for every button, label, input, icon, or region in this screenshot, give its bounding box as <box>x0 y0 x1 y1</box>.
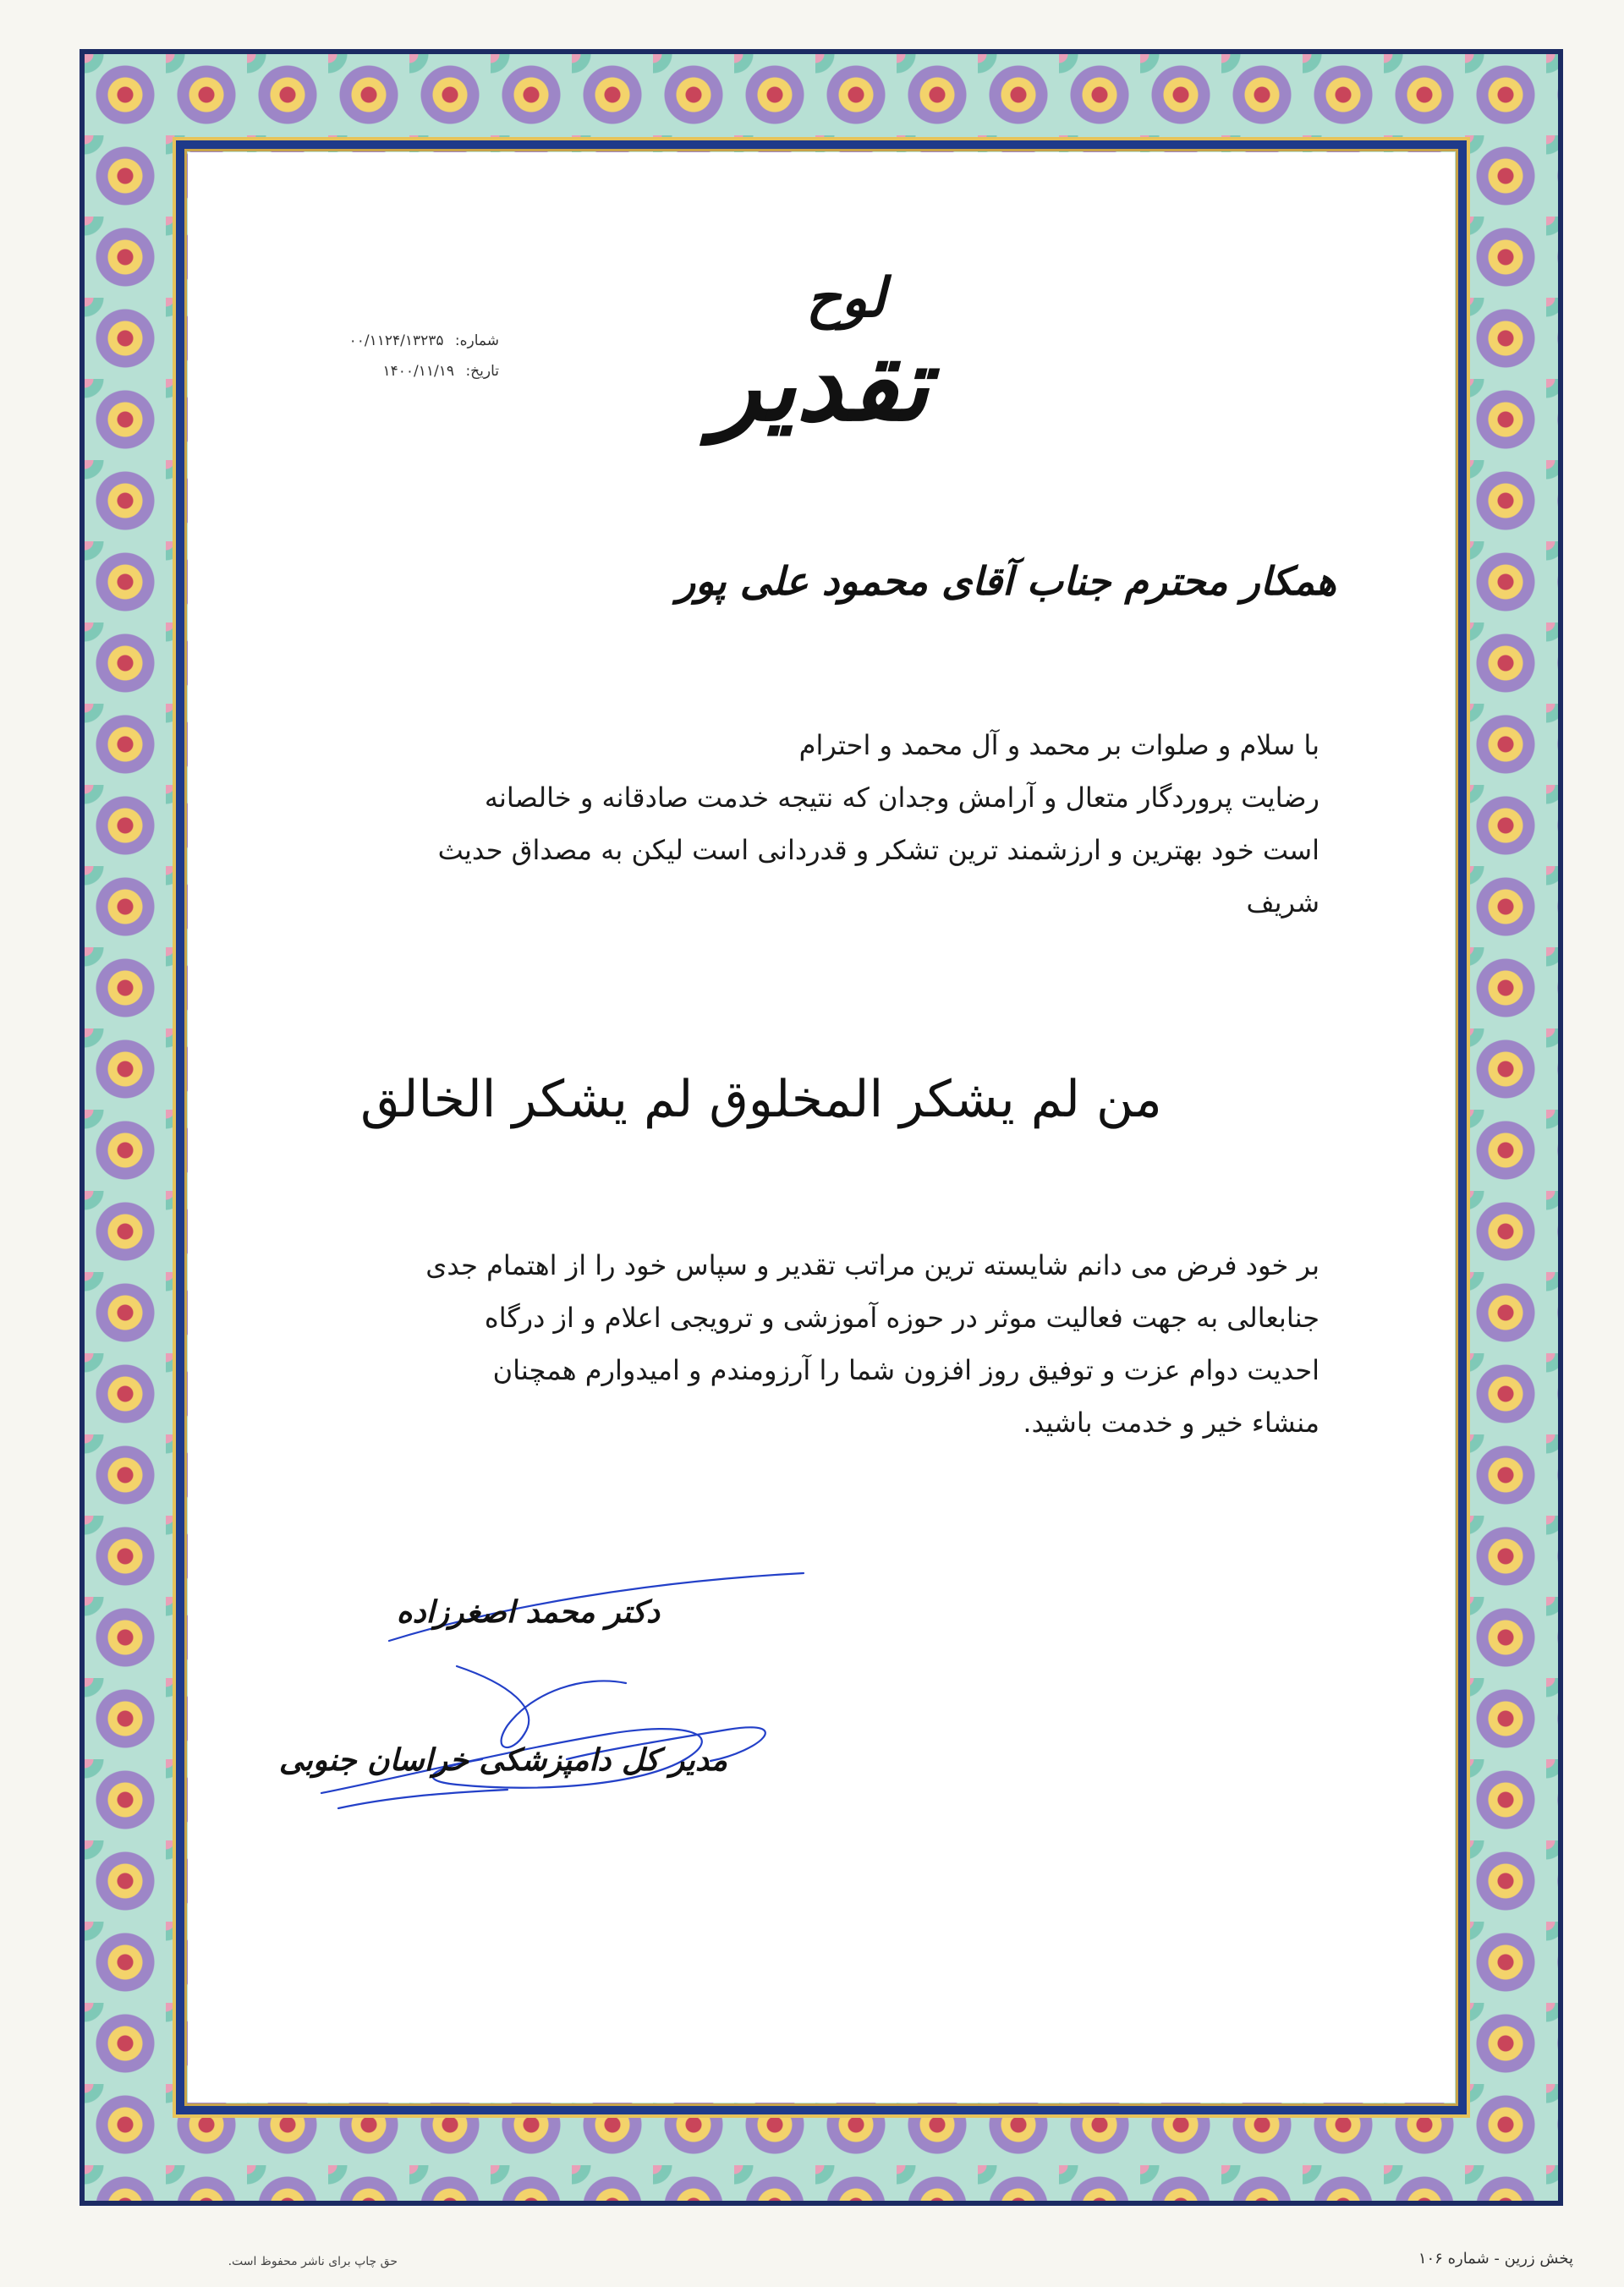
number-label: شماره: <box>454 332 499 349</box>
body-paragraph-1 <box>304 719 1320 929</box>
body-paragraph-2 <box>304 1239 1320 1449</box>
signatory-name: دکتر محمد اصغرزاده <box>396 1594 660 1630</box>
number-value: ۰۰/۱۱۲۴/۱۳۲۳۵ <box>348 332 444 349</box>
title-main-word: تقدیر <box>711 325 930 444</box>
body-line: رضایت پروردگار متعال و آرامش وجدان که نتیجه خدمت صادقانه و خالصانه <box>484 782 1320 814</box>
body-line: احدیت دوام عزت و توفیق روز افزون شما را آرزومندم و امیدوارم همچنان <box>492 1354 1320 1386</box>
body-line: با سلام و صلوات بر محمد و آل محمد و احترام <box>798 729 1320 761</box>
body-line: منشاء خیر و خدمت باشید. <box>1023 1407 1320 1439</box>
certificate-title <box>643 266 998 469</box>
body-line: است خود بهترین و ارزشمند ترین تشکر و قدردانی است لیکن به مصداق حدیث <box>437 834 1320 866</box>
title-top-word: لوح <box>806 266 886 330</box>
footer-publisher: پخش زرین - شماره ۱۰۶ <box>1418 2250 1573 2268</box>
body-line: جنابعالی به جهت فعالیت موثر در حوزه آموزشی و ترویجی اعلام و از درگاه <box>484 1302 1320 1334</box>
document-meta <box>304 326 499 387</box>
date-label: تاریخ: <box>465 363 499 380</box>
signatory-title: مدیر کل دامپزشکی خراسان جنوبی <box>278 1742 727 1778</box>
recipient-line: همکار محترم جناب آقای محمود علی پور <box>676 558 1336 604</box>
date-row <box>304 356 499 387</box>
number-row <box>304 326 499 356</box>
handwritten-signature <box>278 1539 880 1861</box>
body-line: بر خود فرض می دانم شایسته ترین مراتب تقدیر و سپاس خود را از اهتمام جدی <box>425 1249 1320 1281</box>
footer-copyright: حق چاپ برای ناشر محفوظ است. <box>228 2255 398 2268</box>
body-line: شریف <box>1246 886 1320 919</box>
date-value: ۱۴۰۰/۱۱/۱۹ <box>382 363 455 380</box>
hadith-quote: من لم یشکر المخلوق لم یشکر الخالق <box>360 1070 1162 1129</box>
